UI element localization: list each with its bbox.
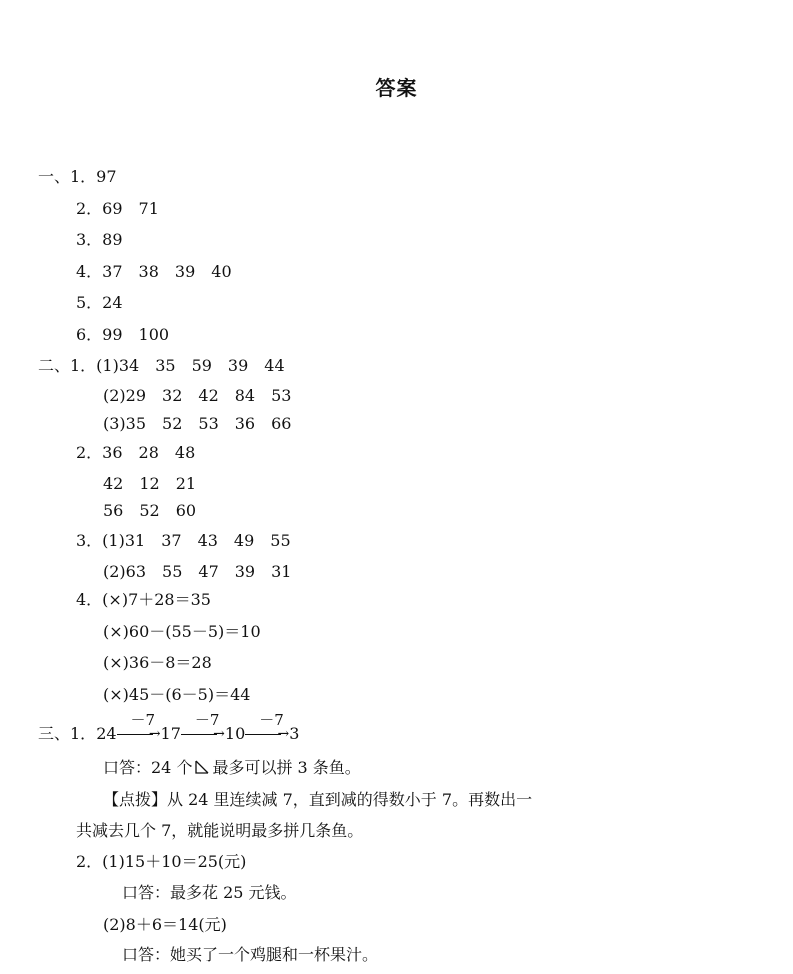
chain-operation-label: －7: [259, 711, 284, 729]
answer-line: 4．37 38 39 40: [76, 262, 232, 281]
answer-line: 2．69 71: [76, 199, 159, 218]
chain-prefix: 三、1．: [38, 724, 97, 743]
answer-line: 4．(×)7＋28＝35: [76, 590, 211, 609]
answer-line: (2)8＋6＝14(元): [103, 915, 227, 934]
answer-line: 一、1．97: [38, 167, 117, 186]
arrow-right-icon: －7 →: [245, 724, 289, 744]
answer-line: 42 12 21: [103, 474, 197, 493]
hint-line: 共减去几个 7，就能说明最多拼几条鱼。: [76, 821, 364, 840]
answer-line: 2．36 28 48: [76, 443, 196, 462]
page-title: 答案: [375, 76, 418, 100]
chain-number: 24: [96, 724, 117, 743]
answer-line: 3．89: [76, 230, 123, 249]
answer-line: 56 52 60: [103, 501, 197, 520]
answer-text: 口答：24 个: [103, 758, 193, 777]
answer-line: 6．99 100: [76, 325, 170, 344]
right-triangle-icon: [194, 759, 210, 775]
arrow-right-icon: －7 →: [117, 724, 161, 744]
answer-line: [103, 758, 361, 778]
answer-line: (×)45－(6－5)＝44: [103, 685, 251, 704]
answer-line: 口答：她买了一个鸡腿和一杯果汁。: [122, 945, 379, 964]
answer-line: (2)63 55 47 39 31: [103, 562, 292, 581]
chain-operation-label: －7: [130, 711, 156, 729]
answer-text: 最多可以拼 3 条鱼。: [212, 758, 361, 777]
subtraction-chain: [38, 711, 300, 744]
chain-number: 17: [160, 724, 181, 743]
answer-line: 3．(1)31 37 43 49 55: [76, 531, 291, 550]
answer-line: 二、1．(1)34 35 59 39 44: [38, 356, 285, 375]
hint-line: 【点拨】从 24 里连续减 7，直到减的得数小于 7。再数出一: [103, 790, 533, 809]
answer-line: 口答：最多花 25 元钱。: [122, 883, 297, 902]
arrow-right-icon: －7 →: [181, 724, 225, 744]
chain-number: 3: [289, 724, 300, 743]
answer-line: (×)36－8＝28: [103, 653, 212, 672]
answer-line: (2)29 32 42 84 53: [103, 386, 292, 405]
answer-line: (×)60－(55－5)＝10: [103, 622, 261, 641]
answer-line: 5．24: [76, 293, 123, 312]
answer-line: 2．(1)15＋10＝25(元): [76, 852, 247, 871]
chain-number: 10: [224, 724, 246, 743]
chain-operation-label: －7: [194, 711, 220, 729]
answer-line: (3)35 52 53 36 66: [103, 414, 292, 433]
